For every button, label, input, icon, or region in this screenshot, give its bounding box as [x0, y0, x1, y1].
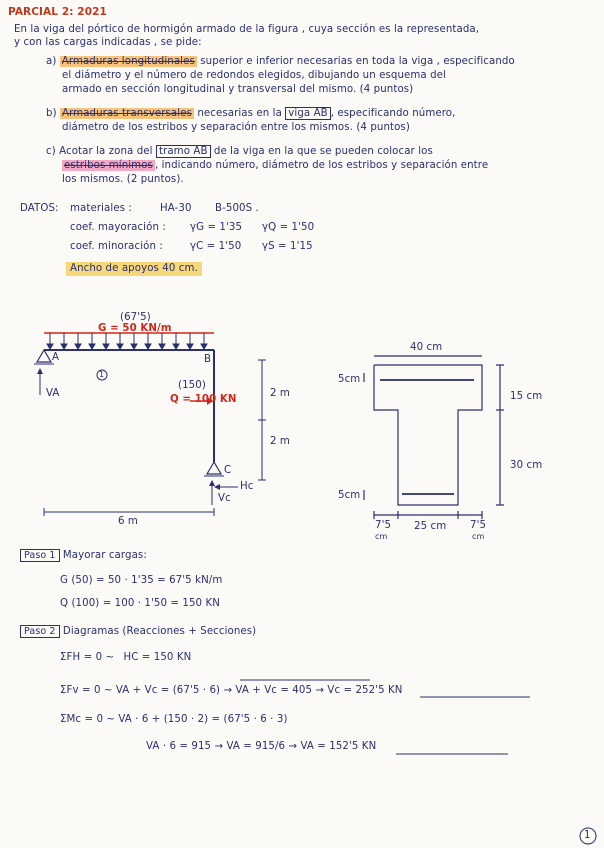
support-a: [37, 350, 51, 362]
paso2-fv-left: ΣFv = 0 ~ VA + Vc = (67'5 · 6) → VA + Vc = 405 →: [60, 685, 325, 696]
item-a-highlight: Armaduras longitudinales: [61, 56, 195, 67]
hormigon-value: HA-30: [160, 203, 192, 214]
section-width-top: 40 cm: [410, 342, 443, 353]
paso2-va: [146, 741, 376, 753]
item-c-line-3: los mismos. (2 puntos).: [62, 174, 184, 185]
dim-lower: 2 m: [270, 436, 290, 447]
paso2-fh-result: HC = 150 KN: [123, 652, 192, 663]
paso2-fv: [60, 685, 403, 697]
mayoracion-label: coef. mayoración :: [70, 222, 166, 233]
item-a-line-3: armado en sección longitudinal y transversal del mismo. (4 puntos): [62, 84, 414, 95]
load-arrows: [47, 333, 207, 349]
paso2-fh-left: ΣFH = 0 ~: [60, 652, 115, 663]
item-a-rest: superior e inferior necesarias en toda la viga , especificando: [200, 56, 515, 67]
paso1-line2: Q (100) = 100 · 1'50 = 150 KN: [60, 598, 220, 609]
paso2-va-result: VA = 152'5 KN: [300, 741, 377, 752]
support-c: [207, 462, 221, 474]
paso1-label: Paso 1: [20, 549, 60, 562]
intro-line-1: En la viga del pórtico de hormigón armado de la figura , cuya sección es la representada,: [14, 24, 480, 35]
item-b-boxed: viga AB: [285, 107, 330, 120]
section-offset-left: 7'5: [375, 520, 392, 531]
paso1-header: [20, 550, 147, 562]
section-offset-right: 7'5: [470, 520, 487, 531]
item-b-prefix: b): [46, 108, 57, 119]
paso2-label: Paso 2: [20, 625, 60, 638]
vc-label: Vc: [218, 493, 231, 504]
item-b-highlight: Armaduras transversales: [62, 108, 192, 119]
va-label: VA: [46, 388, 60, 399]
member-number: 1: [99, 370, 105, 379]
section-offset-right-unit: cm: [472, 532, 485, 541]
load-factored: (67'5): [120, 312, 151, 323]
node-a: A: [52, 352, 60, 363]
paso2-header: [20, 626, 256, 638]
paso2-mc: ΣMc = 0 ~ VA · 6 + (150 · 2) = (67'5 · 6 · 3): [60, 714, 288, 725]
gamma-q: γQ = 1'50: [262, 222, 315, 233]
paso2-fh: [60, 652, 191, 664]
item-a-line-2: el diámetro y el número de redondos elegidos, dibujando un esquema del: [62, 70, 446, 81]
section-cover-bottom: 5cm: [338, 490, 361, 501]
item-c-boxed: tramo AB: [156, 145, 211, 158]
paso1-title: Mayorar cargas:: [62, 550, 147, 561]
item-b-rest: , especificando número,: [330, 108, 456, 119]
hc-label: Hc: [240, 481, 254, 492]
acero-value: B-500S .: [215, 203, 259, 214]
q-factored: (150): [178, 380, 206, 391]
dim-upper: 2 m: [270, 388, 290, 399]
item-b-mid: necesarias en la: [197, 108, 282, 119]
item-b-line-2: diámetro de los estribos y separación entre los mismos. (4 puntos): [62, 122, 410, 133]
section-web-h: 30 cm: [510, 460, 543, 471]
paso2-va-left: VA · 6 = 915 → VA = 915/6 →: [146, 741, 298, 752]
paso2-fv-result: Vc = 252'5 KN: [327, 685, 403, 696]
section-flange-h: 15 cm: [510, 391, 543, 402]
section-offset-left-unit: cm: [375, 532, 388, 541]
item-c-prefix: c): [46, 146, 56, 157]
datos-label: DATOS:: [20, 203, 59, 214]
item-c-rest: de la viga en la que se pueden colocar los: [213, 146, 433, 157]
node-b: B: [204, 354, 212, 365]
node-c: C: [224, 465, 232, 476]
page-title: PARCIAL 2: 2021: [8, 6, 107, 18]
q-label: Q = 100 KN: [170, 394, 237, 405]
gamma-c: γC = 1'50: [190, 241, 242, 252]
paso2-title: Diagramas (Reacciones + Secciones): [62, 626, 257, 637]
dim-span-label: 6 m: [118, 516, 138, 527]
intro-line-2: y con las cargas indicadas , se pide:: [14, 37, 202, 48]
t-section: [364, 356, 504, 519]
load-label: G = 50 KN/m: [98, 323, 172, 334]
section-cover-top: 5cm: [338, 374, 361, 385]
item-c-line2-rest: , indicando número, diámetro de los estribos y separación entre: [154, 160, 489, 171]
gamma-s: γS = 1'15: [262, 241, 313, 252]
page-number: 1: [584, 830, 591, 841]
gamma-g: γG = 1'35: [190, 222, 243, 233]
minoracion-label: coef. minoración :: [70, 241, 163, 252]
item-c-text: Acotar la zona del: [59, 146, 153, 157]
section-web-w: 25 cm: [414, 521, 447, 532]
apoyos-note: Ancho de apoyos 40 cm.: [66, 262, 202, 276]
materiales-label: materiales :: [70, 203, 132, 214]
paso1-line1: G (50) = 50 · 1'35 = 67'5 kN/m: [60, 575, 223, 586]
item-c-highlight: estribos mínimos: [64, 160, 153, 171]
item-a-prefix: a): [46, 56, 57, 67]
